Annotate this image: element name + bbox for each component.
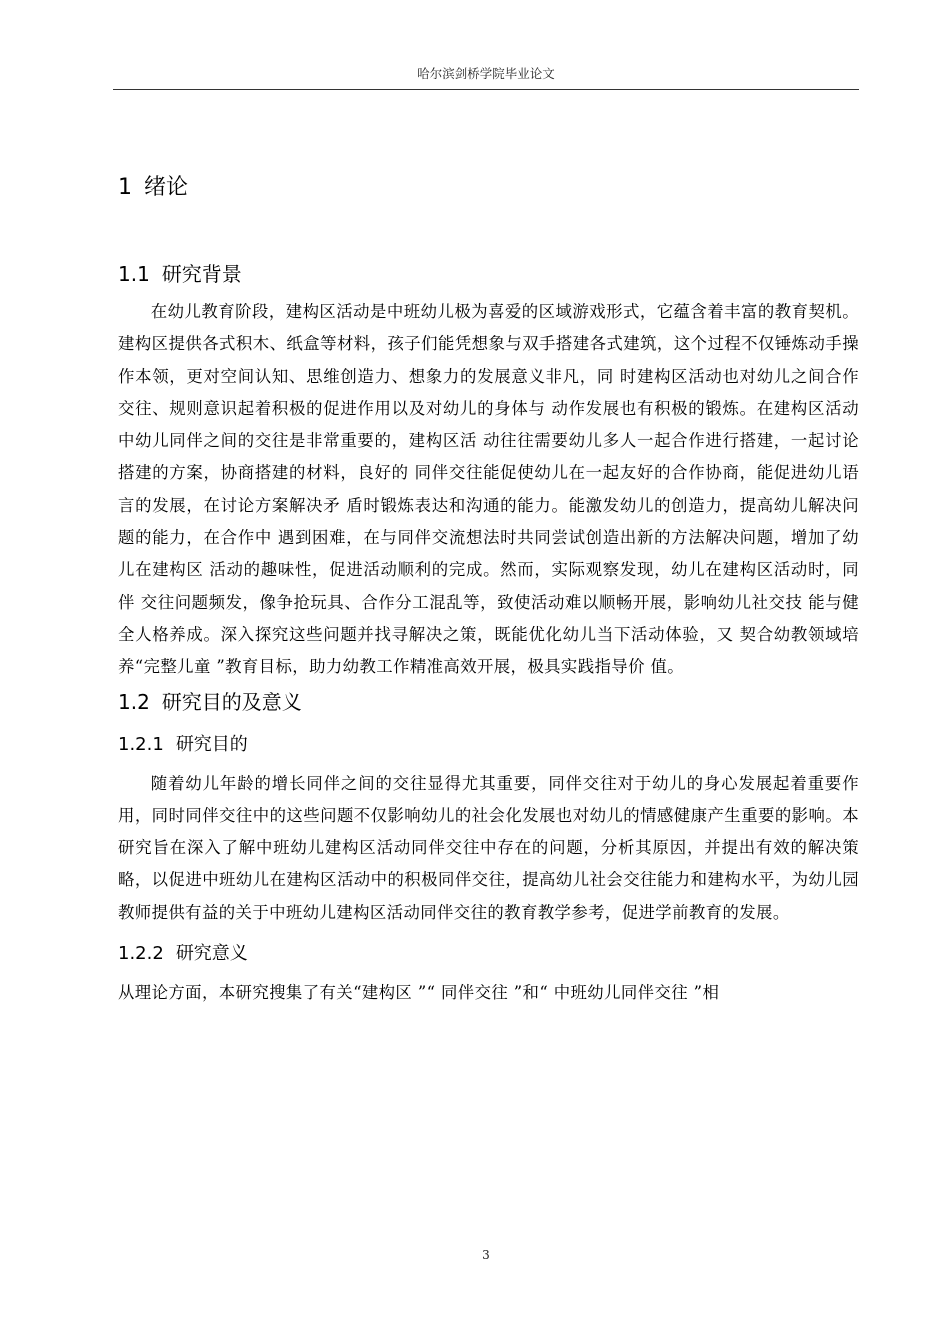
paragraph-research-background: 在幼儿教育阶段，建构区活动是中班幼儿极为喜爱的区域游戏形式，它蕴含着丰富的教育契机。建构区提供各式积木、纸盒等材料，孩子们能凭想象与双手搭建各式建筑，这个过程不仅锤炼动手操作本领，更对空间认知、思维创造力、想象力的发展意义非凡，同 时建构区活动也对幼儿之间合作交往、规则意识起着积极的促进作用以及对幼儿的身体与 动作发展也有积极的锻炼。在建构区活动中幼儿同伴之间的交往是非常重要的，建构区活 动往往需要幼儿多人一起合作进行搭建，一起讨论搭建的方案，协商搭建的材料，良好的 同伴交往能促使幼儿在一起友好的合作协商，能促进幼儿语言的发展，在讨论方案解决矛 盾时锻炼表达和沟通的能力。能激发幼儿的创造力，提高幼儿解决问题的能力，在合作中 遇到困难，在与同伴交流想法时共同尝试创造出新的方法解决问题，增加了幼儿在建构区 活动的趣味性，促进活动顺利的完成。然而，实际观察发现，幼儿在建构区活动时，同伴 交往问题频发，像争抢玩具、合作分工混乱等，致使活动难以顺畅开展，影响幼儿社交技 能与健全人格养成。深入探究这些问题并找寻解决之策，既能优化幼儿当下活动体验，又 契合幼教领域培养“完整儿童 ”教育目标，助力幼教工作精准高效开展，极具实践指导价 值。: [118, 302, 859, 677]
subsection-heading-1-2-2: [118, 937, 859, 971]
section-heading-1-1: [118, 256, 859, 292]
chapter-heading: [118, 168, 859, 208]
page-header: 哈尔滨剑桥学院毕业论文: [417, 66, 555, 81]
subsection-title: 研究意义: [175, 943, 248, 965]
header-divider: [113, 89, 859, 90]
paragraph-research-purpose: 随着幼儿年龄的增长同伴之间的交往显得尤其重要，同伴交往对于幼儿的身心发展起着重要作用，同时同伴交往中的这些问题不仅影响幼儿的社会化发展也对幼儿的情感健康产生重要的影响。本研究旨在深入了解中班幼儿建构区活动同伴交往中存在的问题，分析其原因，并提出有效的解决策略，以促进中班幼儿在建构区活动中的积极同伴交往，提高幼儿社会交往能力和建构水平，为幼儿园教师提供有益的关于中班幼儿建构区活动同伴交往的教育教学参考，促进学前教育的发展。: [118, 773, 859, 922]
subsection-number: 1.2.1: [118, 733, 164, 755]
subsection-number: 1.2.2: [118, 943, 164, 965]
section-title: 研究目的及意义: [161, 689, 302, 714]
chapter-number: 1: [118, 175, 132, 200]
document-body: [118, 168, 859, 1009]
page-number: 3: [482, 1248, 490, 1262]
section-number: 1.2: [118, 689, 150, 714]
subsection-heading-1-2-1: [118, 728, 859, 762]
paragraph-research-significance: 从理论方面，本研究搜集了有关“建构区 ”“ 同伴交往 ”和“ 中班幼儿同伴交往 ”相: [118, 983, 720, 1003]
section-heading-1-2: [118, 684, 859, 720]
section-number: 1.1: [118, 262, 150, 286]
subsection-title: 研究目的: [175, 733, 248, 755]
section-title: 研究背景: [161, 262, 242, 286]
chapter-title: 绪论: [144, 175, 189, 200]
